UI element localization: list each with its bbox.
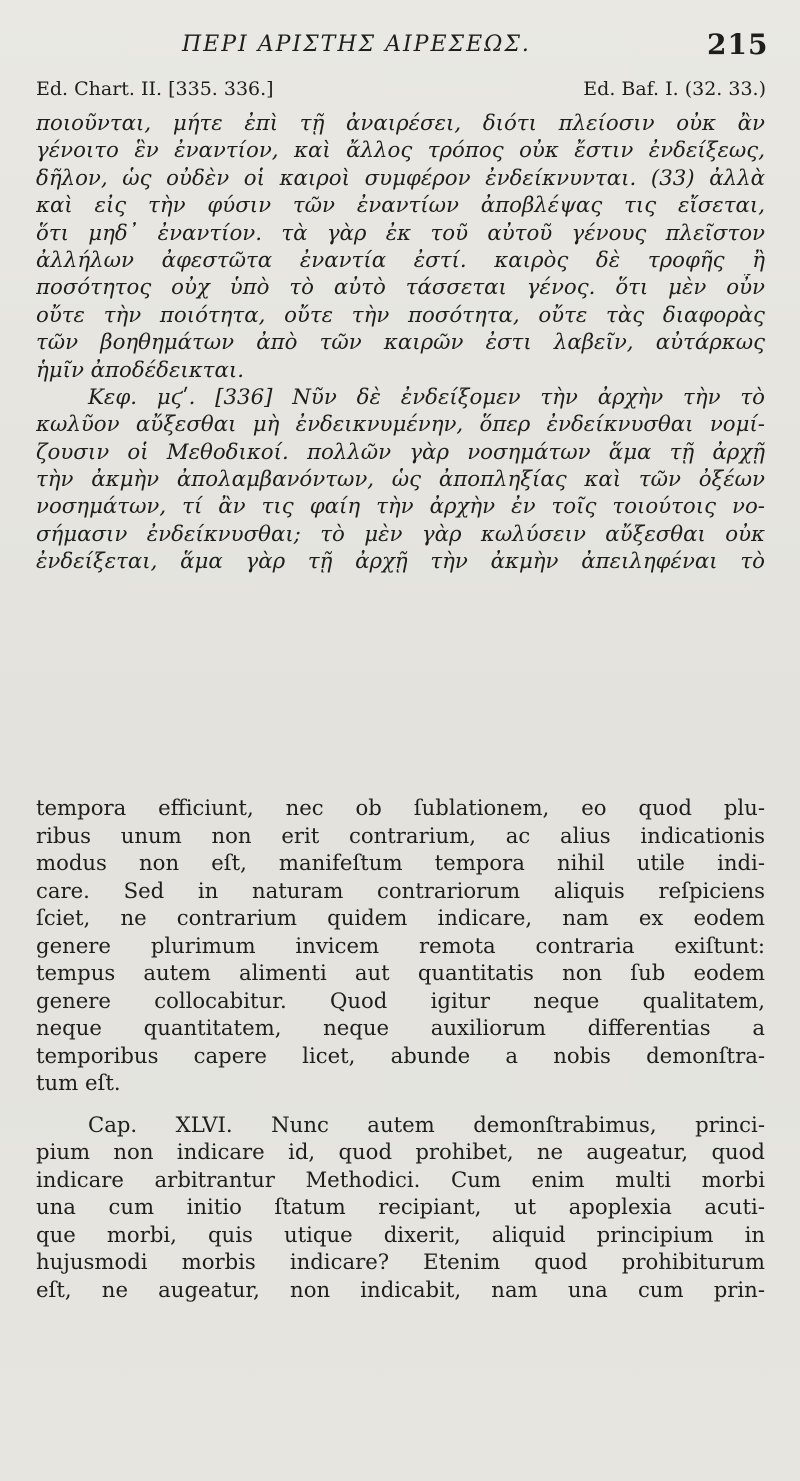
latin-line: ribus unum non erit contrarium, ac alius indicationis [36, 822, 765, 848]
greek-line: ποιοῦνται, μήτε ἐπὶ τῇ ἀναιρέσει, διότι πλείοσιν οὐκ ἂν [36, 111, 765, 136]
greek-line: γένοιτο ἓν ἐναντίον, καὶ ἄλλος τρόπος οὐκ ἔστιν ἐνδείξεως, [36, 138, 765, 164]
latin-line: pium non indicare id, quod prohibet, ne augeatur, quod [36, 1139, 765, 1164]
greek-line: ἡμῖν ἀποδέδεικται. [36, 357, 244, 383]
latin-line: modus non eſt, manifeſtum tempora nihil utile indi- [36, 850, 765, 875]
greek-line: τὴν ἀκμὴν ἀπολαμβανόντων, ὡς ἀποπληξίας καὶ τῶν ὀξέων [36, 467, 765, 493]
latin-line: care. Sed in naturam contrariorum aliquis reſpiciens [36, 877, 765, 903]
latin-line: hujusmodi morbis indicare? Etenim quod prohibiturum [36, 1249, 765, 1274]
edition-right: Ed. Baf. I. (32. 33.) [583, 78, 766, 100]
greek-line: ὅτι μηδ᾽ ἐναντίον. τὰ γὰρ ἐκ τοῦ αὐτοῦ γένους πλεῖστον [36, 220, 765, 246]
latin-line: una cum initio ſtatum recipiant, ut apoplexia acuti- [36, 1194, 765, 1219]
latin-line: temporibus capere licet, abunde a nobis demonſtra- [36, 1042, 765, 1068]
greek-line: οὔτε τὴν ποιότητα, οὔτε τὴν ποσότητα, οὔτε τὰς διαφορὰς [36, 302, 765, 328]
greek-line: ἐνδείξεται, ἅμα γὰρ τῇ ἀρχῇ τὴν ἀκμὴν ἀπειληφέναι τὸ [36, 549, 765, 575]
greek-line: ζουσιν οἱ Μεθοδικοί. πολλῶν γὰρ νοσημάτων ἅμα τῇ ἀρχῇ [36, 439, 765, 465]
latin-line: tum eſt. [36, 1070, 121, 1095]
latin-line: tempus autem alimenti aut quantitatis non ſub eodem [36, 960, 765, 985]
page-number: 215 [707, 28, 769, 61]
edition-references [36, 78, 766, 108]
latin-text-block [36, 794, 765, 1303]
greek-line: νοσημάτων, τί ἂν τις φαίη τὴν ἀρχὴν ἐν τοῖς τοιούτοις νο- [36, 494, 765, 520]
paragraph-gap [36, 1097, 765, 1111]
latin-line: genere plurimum invicem remota contraria exiſtunt: [36, 932, 765, 958]
greek-line: κωλῦον αὔξεσθαι μὴ ἐνδεικνυμένην, ὅπερ ἐνδείκνυσθαι νομί- [36, 412, 765, 438]
latin-line: neque quantitatem, neque auxiliorum differentias a [36, 1015, 765, 1040]
greek-line: ἀλλήλων ἀφεστῶτα ἐναντία ἐστί. καιρὸς δὲ τροφῆς ἢ [36, 247, 765, 273]
latin-line: tempora efficiunt, nec ob ſublationem, eo quod plu- [36, 795, 765, 820]
greek-text-block [36, 110, 765, 576]
edition-left: Ed. Chart. II. [335. 336.] [36, 78, 274, 100]
greek-line: σήμασιν ἐνδείκνυσθαι; τὸ μὲν γὰρ κωλύσειν αὔξεσθαι οὐκ [36, 521, 765, 547]
greek-line: δῆλον, ὡς οὐδὲν οἱ καιροὶ συμφέρον ἐνδείκνυνται. (33) ἀλλὰ [36, 165, 765, 191]
latin-line: ſciet, ne contrarium quidem indicare, nam ex eodem [36, 905, 765, 930]
latin-line: genere collocabitur. Quod igitur neque qualitatem, [36, 987, 765, 1013]
latin-line: eſt, ne augeatur, non indicabit, nam una cum prin- [36, 1276, 765, 1302]
running-head [0, 28, 800, 68]
latin-line: indicare arbitrantur Methodici. Cum enim multi morbi [36, 1166, 765, 1192]
greek-line: καὶ εἰς τὴν φύσιν τῶν ἐναντίων ἀποβλέψας τις εἴσεται, [36, 193, 765, 219]
greek-line: ποσότητος οὐχ ὑπὸ τὸ αὐτὸ τάσσεται γένος. ὅτι μὲν οὖν [36, 275, 765, 301]
latin-line: que morbi, quis utique dixerit, aliquid principium in [36, 1221, 765, 1247]
greek-chapter-heading-line: Κεφ. μϛʹ. [336] Νῦν δὲ ἐνδείξομεν τὴν ἀρχὴν τὴν τὸ [88, 384, 765, 410]
latin-chapter-heading-line: Cap. XLVI. Nunc autem demonſtrabimus, princi- [88, 1111, 765, 1137]
greek-line: τῶν βοηθημάτων ἀπὸ τῶν καιρῶν ἐστι λαβεῖν, αὐτάρκως [36, 330, 765, 356]
running-title: ΠΕΡΙ ΑΡΙΣΤΗΣ ΑΙΡΕΣΕΩΣ. [182, 32, 531, 57]
